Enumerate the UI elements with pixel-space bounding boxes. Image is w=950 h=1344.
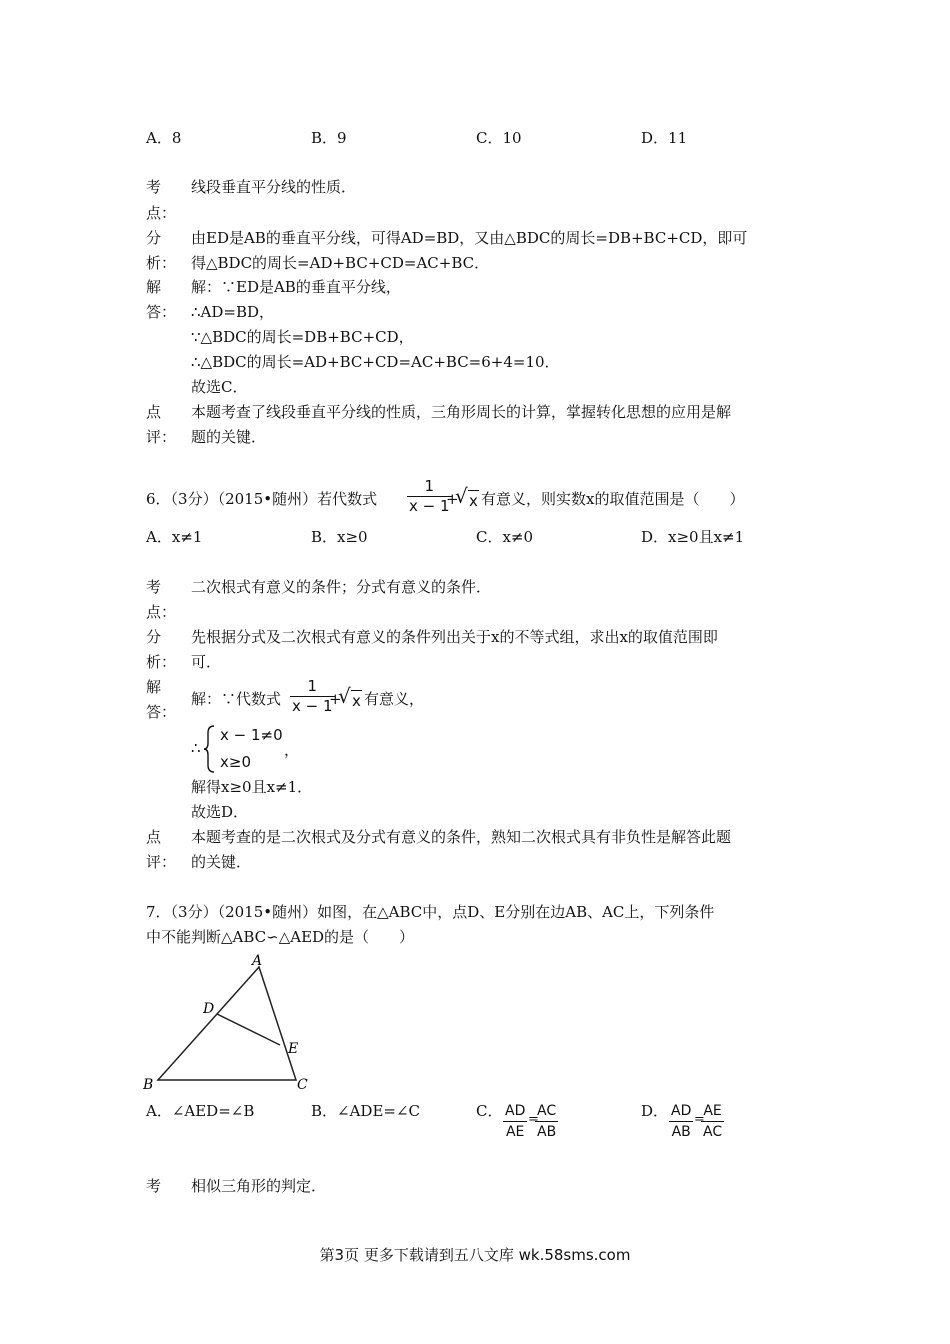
q6-sqrt-symbol: √ <box>455 484 468 508</box>
q7-option-c-frac-1 <box>503 1101 527 1142</box>
q6-system-comma: ， <box>284 741 300 759</box>
page-footer: 第3页 更多下载请到五八文库 wk.58sms.com <box>319 1246 631 1264</box>
q6-kaodian-text: 二次根式有意义的条件；分式有意义的条件． <box>191 578 492 596</box>
q5-option-d: D．11 <box>641 129 688 147</box>
q6-jieda-sqrt-symbol: √ <box>338 684 351 708</box>
q7-option-a: A．∠AED=∠B <box>146 1102 255 1120</box>
q7-option-c-frac-2 <box>535 1101 558 1142</box>
q6-dianping-line-2: 的关键． <box>191 853 252 871</box>
q7-option-b: B．∠ADE=∠C <box>311 1102 421 1120</box>
q7-option-c-frac-2-num: AC <box>537 1103 557 1119</box>
q6-jieda-fraction-denominator: x − 1 <box>292 697 333 715</box>
q6-system-line-1: x − 1≠0 <box>220 726 283 744</box>
q6-jieda-first-before: 解：∵代数式 <box>191 690 282 708</box>
q6-jieda-label-2: 答： <box>146 703 177 721</box>
q6-jieda-label-1: 解 <box>146 678 162 696</box>
q6-jieda-sqrt-arg: x <box>352 692 361 710</box>
q5-option-c: C．10 <box>476 129 522 147</box>
q7-triangle-figure <box>140 950 320 1100</box>
q5-fenxi-label-1: 分 <box>146 229 162 247</box>
q5-kaodian-text: 线段垂直平分线的性质． <box>191 178 357 196</box>
q6-dianping-line-1: 本题考查的是二次根式及分式有意义的条件，熟知二次根式具有非负性是解答此题 <box>191 828 732 846</box>
q6-jieda-first-after: 有意义， <box>364 690 425 708</box>
q6-fraction-numerator: 1 <box>424 477 435 495</box>
q7-kaodian-text: 相似三角形的判定． <box>191 1177 327 1195</box>
q7-option-c-frac-1-num: AD <box>505 1103 526 1119</box>
q6-kaodian-label-1: 考 <box>146 578 162 596</box>
q7-stem-line-2: 中不能判断△ABC∽△AED的是（ ） <box>146 928 415 946</box>
q6-option-d: D．x≥0且x≠1 <box>641 528 745 546</box>
q6-stem-before: 6．（3分）（2015•随州）若代数式 <box>146 490 378 508</box>
q6-dianping-label-2: 评： <box>146 853 177 871</box>
q6-jieda-line-2: 故选D． <box>191 803 249 821</box>
q6-sqrt-arg: x <box>469 492 478 510</box>
q5-fenxi-line-2: 得△BDC的周长=AD+BC+CD=AC+BC． <box>191 254 490 272</box>
q5-jieda-line-2: ∴AD=BD， <box>191 303 275 321</box>
q5-option-a: A．8 <box>146 129 182 147</box>
q6-fraction-denominator: x − 1 <box>409 497 450 515</box>
q6-fraction <box>407 477 452 516</box>
q6-jieda-line-1: 解得x≥0且x≠1． <box>191 778 313 796</box>
q7-option-d-frac-2-den: AC <box>701 1121 724 1142</box>
q6-kaodian-label-2: 点： <box>146 603 177 621</box>
q7-point-a: A <box>252 953 263 969</box>
q7-option-d-label: D． <box>641 1102 669 1120</box>
q5-dianping-line-2: 题的关键． <box>191 428 267 446</box>
q7-option-c-equals: = <box>528 1112 539 1127</box>
q7-option-c-frac-1-den: AE <box>503 1121 527 1142</box>
q5-dianping-label-2: 评： <box>146 428 177 446</box>
q5-kaodian-label-2: 点： <box>146 204 177 222</box>
q6-fenxi-line-2: 可． <box>191 653 222 671</box>
q7-point-d: D <box>203 1001 215 1017</box>
q5-fenxi-label-2: 析： <box>146 254 177 272</box>
q6-fenxi-label-1: 分 <box>146 628 162 646</box>
q5-jieda-line-5: 故选C． <box>191 378 248 396</box>
q5-dianping-label-1: 点 <box>146 403 162 421</box>
q7-option-c-label: C． <box>476 1102 503 1120</box>
q7-stem-line-1: 7．（3分）（2015•随州）如图，在△ABC中，点D、E分别在边AB、AC上，下列条件 <box>146 903 715 921</box>
q5-kaodian-label-1: 考 <box>146 178 162 196</box>
q6-jieda-fraction-numerator: 1 <box>307 677 318 695</box>
q5-option-b: B．9 <box>311 129 347 147</box>
q7-option-c-frac-2-den: AB <box>535 1121 558 1142</box>
q5-jieda-line-1: 解：∵ED是AB的垂直平分线， <box>191 278 401 296</box>
q6-jieda-fraction <box>290 677 335 716</box>
q5-jieda-line-4: ∴△BDC的周长=AD+BC+CD=AC+BC=6+4=10． <box>191 353 560 371</box>
q6-therefore: ∴ <box>191 739 201 757</box>
q5-dianping-line-1: 本题考查了线段垂直平分线的性质，三角形周长的计算，掌握转化思想的应用是解 <box>191 403 732 421</box>
q7-option-d-frac-2 <box>701 1101 724 1142</box>
q7-kaodian-label: 考 <box>146 1177 162 1195</box>
q7-option-d-frac-1 <box>669 1101 693 1142</box>
q6-jieda-plus: + <box>329 690 342 708</box>
q7-point-e: E <box>288 1041 299 1057</box>
q6-dianping-label-1: 点 <box>146 828 162 846</box>
q6-system-line-2: x≥0 <box>220 753 251 771</box>
q7-option-d-equals: = <box>694 1112 705 1127</box>
q6-option-c: C．x≠0 <box>476 528 534 546</box>
q6-option-b: B．x≥0 <box>311 528 368 546</box>
q7-point-b: B <box>143 1077 154 1093</box>
q6-plus: + <box>446 490 459 508</box>
q6-fenxi-label-2: 析： <box>146 653 177 671</box>
q7-point-c: C <box>297 1077 308 1093</box>
q6-option-a: A．x≠1 <box>146 528 203 546</box>
q6-system-brace <box>203 724 217 774</box>
q7-option-d-frac-1-num: AD <box>671 1103 692 1119</box>
q7-option-d-frac-1-den: AB <box>669 1121 693 1142</box>
q5-jieda-label-2: 答： <box>146 303 177 321</box>
q5-fenxi-line-1: 由ED是AB的垂直平分线，可得AD=BD，又由△BDC的周长=DB+BC+CD，即可 <box>191 229 748 247</box>
q7-option-d-frac-2-num: AE <box>703 1103 722 1119</box>
q6-stem-after: 有意义，则实数x的取值范围是（ ） <box>481 490 745 508</box>
q6-fenxi-line-1: 先根据分式及二次根式有意义的条件列出关于x的不等式组，求出x的取值范围即 <box>191 628 718 646</box>
q5-jieda-line-3: ∵△BDC的周长=DB+BC+CD， <box>191 328 414 346</box>
q5-jieda-label-1: 解 <box>146 278 162 296</box>
